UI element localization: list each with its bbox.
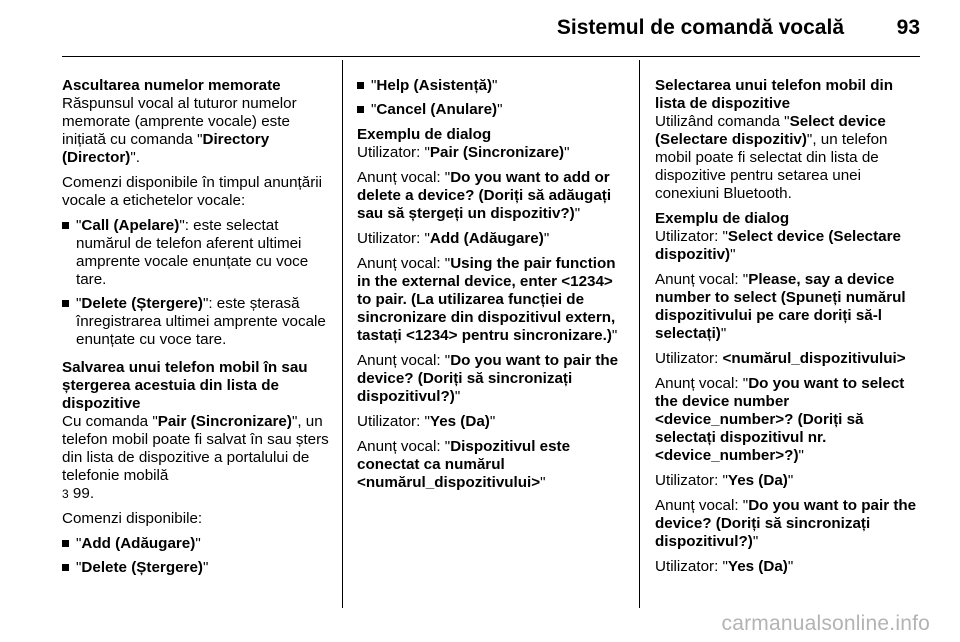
command-select-device: Select device (Selectare dispozitiv) [655, 113, 886, 148]
dialog-line: Anunț vocal: "Dispozitivul este conectat ca numărul <numărul_dispozitivului>" [357, 438, 571, 491]
section-heading-save-delete-phone: Salvarea unui telefon mobil în sau ștergerea acestuia din lista de dispozitive [62, 359, 308, 412]
page-ref-arrow-icon: 3 [62, 487, 69, 501]
dialog-line: Utilizator: <numărul_dispozitivului> [655, 350, 906, 367]
list-item: "Call (Apelare)": este selectat numărul de telefon aferent ultimei amprente vocale enunțate cu voce tare. [62, 217, 330, 289]
page-header [0, 0, 960, 62]
bullet-icon [62, 222, 69, 229]
command-list-voice-tags [62, 217, 330, 349]
dialog-example-heading: Exemplu de dialog [357, 126, 492, 143]
section-heading-listen-names: Ascultarea numelor memorate [62, 77, 281, 94]
command-directory: Directory (Director) [62, 131, 270, 166]
list-item: "Delete (Ștergere)" [62, 559, 330, 577]
header-divider [62, 56, 920, 57]
list-item: "Help (Asistență)" [357, 77, 622, 95]
column-divider-right [639, 60, 640, 608]
command-list-more [357, 77, 622, 119]
paragraph-available-commands: Comenzi disponibile în timpul anunțării vocale a etichetelor vocale: [62, 174, 323, 209]
page-number: 93 [896, 16, 920, 39]
column-right [655, 77, 923, 583]
dialog-line: Anunț vocal: "Using the pair function in the external device, enter <1234> to pair. (La utilizarea funcției de sincronizare din dispozitivul extern, tastați <1234> pentru sincronizare.)" [357, 255, 618, 344]
command-list-pair [62, 535, 330, 577]
section-heading-select-phone: Selectarea unui telefon mobil din lista de dispozitive [655, 77, 893, 112]
dialog-line: Utilizator: "Add (Adăugare)" [357, 230, 550, 247]
paragraph-available-commands-2: Comenzi disponibile: [62, 510, 203, 527]
bullet-icon [62, 540, 69, 547]
column-left [62, 77, 330, 584]
dialog-line: Utilizator: "Yes (Da)" [655, 558, 794, 575]
column-middle [357, 77, 622, 499]
list-item: "Add (Adăugare)" [62, 535, 330, 553]
page-reference-link[interactable]: 99. [72, 485, 95, 502]
dialog-line: Anunț vocal: "Do you want to pair the device? (Doriți să sincronizați dispozitivul?)" [655, 497, 917, 550]
bullet-icon [357, 82, 364, 89]
dialog-line: Utilizator: "Yes (Da)" [655, 472, 794, 489]
dialog-line: Utilizator: "Pair (Sincronizare)" [357, 144, 570, 161]
dialog-line: Anunț vocal: "Please, say a device number to select (Spuneți numărul dispozitivului pe care doriți să-l selectați)" [655, 271, 906, 342]
list-item: "Cancel (Anulare)" [357, 101, 622, 119]
dialog-example-heading: Exemplu de dialog [655, 210, 790, 227]
bullet-icon [62, 564, 69, 571]
dialog-line: Utilizator: "Yes (Da)" [357, 413, 496, 430]
dialog-line: Anunț vocal: "Do you want to add or delete a device? (Doriți să adăugați sau să ștergeți un dispozitiv?)" [357, 169, 612, 222]
bullet-icon [62, 300, 69, 307]
paragraph-directory: Răspunsul vocal al tuturor numelor memorate (amprente vocale) este inițiată cu comanda "Directory (Director)". [62, 95, 297, 166]
paragraph-pair: Cu comanda "Pair (Sincronizare)", un telefon mobil poate fi salvat în sau șters din lista de dispozitive a portalului de telefonie mobilă 3 99. [62, 413, 329, 502]
paragraph-select-device: Utilizând comanda "Select device (Selectare dispozitiv)", un telefon mobil poate fi selectat din lista de dispozitive pentru setarea unei conexiuni Bluetooth. [655, 113, 888, 202]
bullet-icon [357, 106, 364, 113]
page-title: Sistemul de comandă vocală [556, 16, 844, 39]
watermark: carmanualsonline.info [721, 612, 930, 635]
dialog-line: Utilizator: "Select device (Selectare dispozitiv)" [655, 228, 901, 263]
dialog-line: Anunț vocal: "Do you want to pair the device? (Doriți să sincronizați dispozitivul?)" [357, 352, 619, 405]
list-item: "Delete (Ștergere)": este șterasă înregistrarea ultimei amprente vocale enunțate cu voce tare. [62, 295, 330, 349]
column-divider-left [342, 60, 343, 608]
dialog-line: Anunț vocal: "Do you want to select the device number <device_number>? (Doriți să selectați dispozitivul nr. <device_number>?)" [655, 375, 905, 464]
command-pair: Pair (Sincronizare) [157, 413, 292, 430]
